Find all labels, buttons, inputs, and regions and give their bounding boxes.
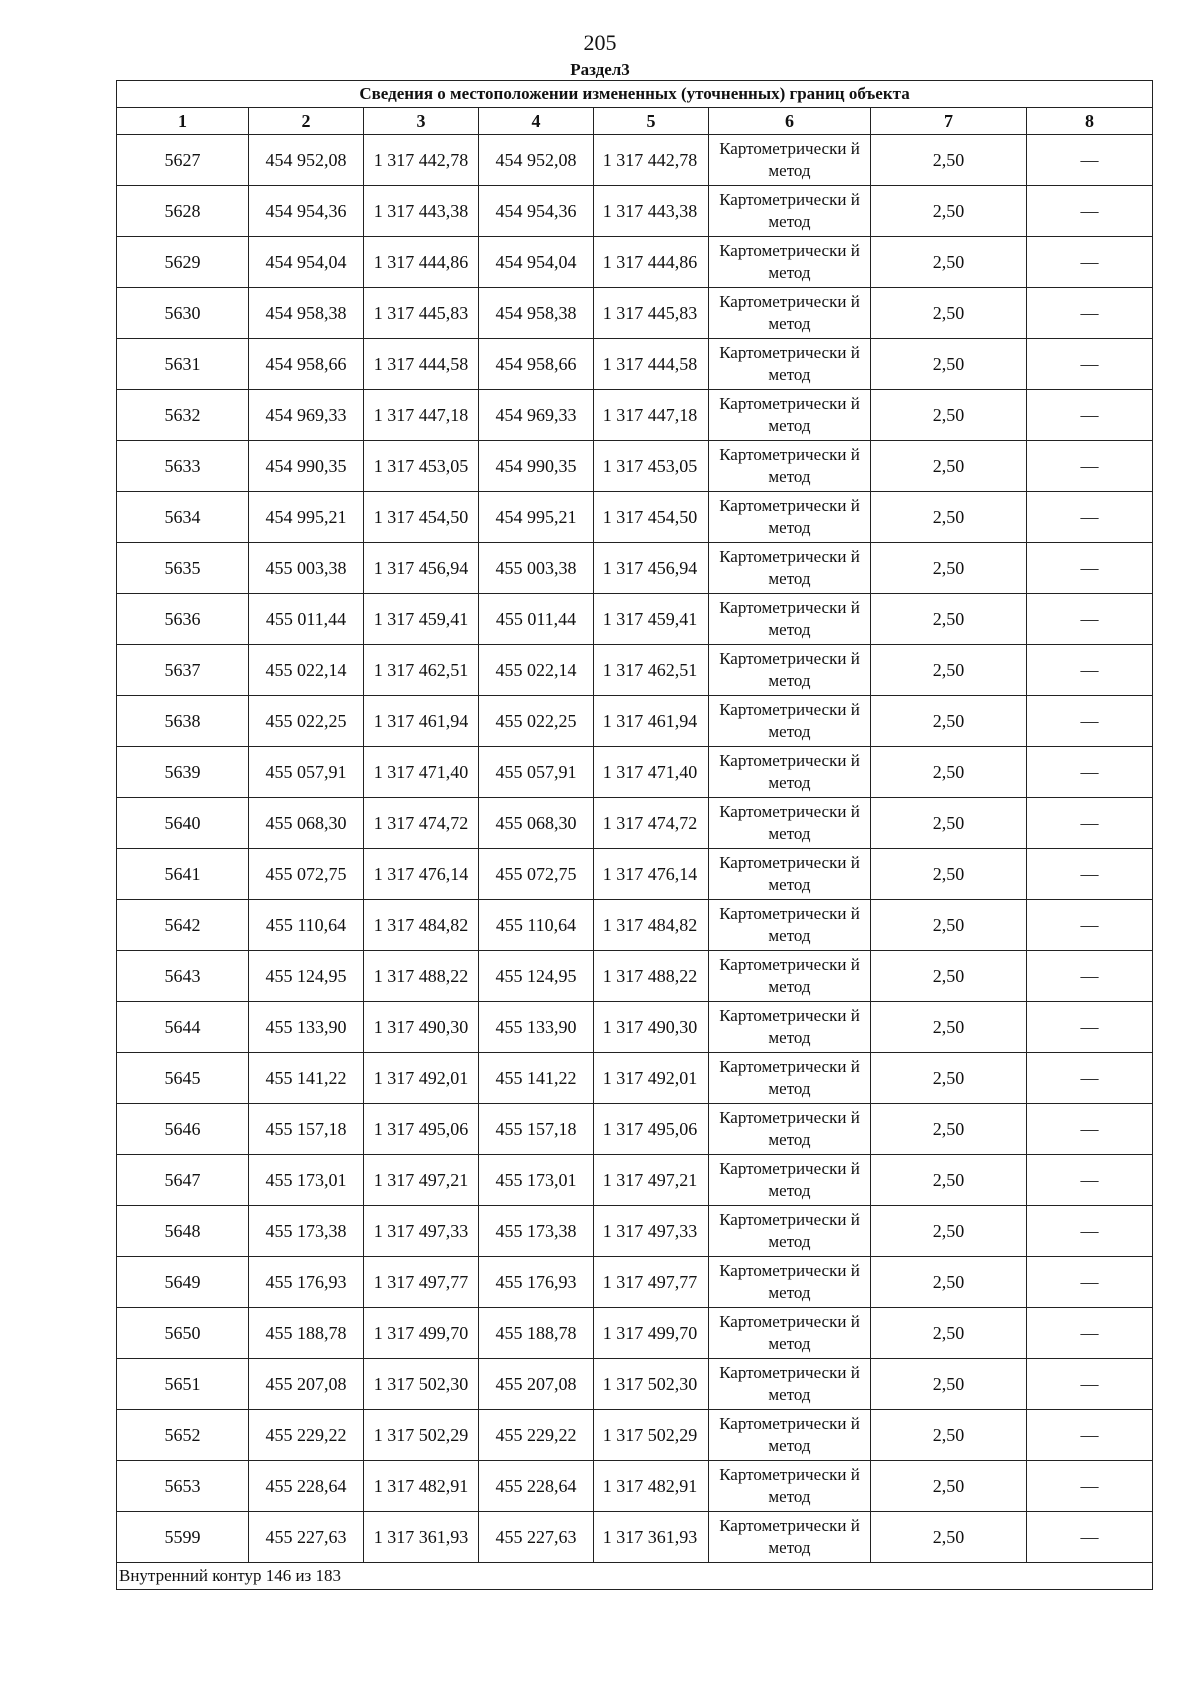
table-row: [117, 1410, 1153, 1461]
cell-point-number: 5627: [117, 135, 249, 186]
cell-y-existing: 1 317 454,50: [364, 492, 479, 543]
cell-x-existing: 455 173,01: [249, 1155, 364, 1206]
table-row: [117, 1308, 1153, 1359]
cell-y-new: 1 317 444,58: [594, 339, 709, 390]
cell-point-number: 5651: [117, 1359, 249, 1410]
cell-point-number: 5650: [117, 1308, 249, 1359]
cell-y-existing: 1 317 474,72: [364, 798, 479, 849]
cell-y-existing: 1 317 443,38: [364, 186, 479, 237]
cell-y-new: 1 317 471,40: [594, 747, 709, 798]
cell-y-existing: 1 317 453,05: [364, 441, 479, 492]
cell-x-new: 455 228,64: [479, 1461, 594, 1512]
table-row: [117, 186, 1153, 237]
cell-y-existing: 1 317 445,83: [364, 288, 479, 339]
cell-description: —: [1027, 1206, 1153, 1257]
cell-point-number: 5635: [117, 543, 249, 594]
cell-accuracy: 2,50: [871, 696, 1027, 747]
cell-accuracy: 2,50: [871, 237, 1027, 288]
cell-description: —: [1027, 1053, 1153, 1104]
cell-point-number: 5644: [117, 1002, 249, 1053]
cell-x-new: 455 188,78: [479, 1308, 594, 1359]
cell-method: Картометрически й метод: [709, 441, 871, 492]
cell-x-new: 455 227,63: [479, 1512, 594, 1563]
cell-point-number: 5649: [117, 1257, 249, 1308]
cell-y-new: 1 317 462,51: [594, 645, 709, 696]
cell-x-new: 455 207,08: [479, 1359, 594, 1410]
column-header-4: 4: [479, 108, 594, 135]
cell-y-new: 1 317 488,22: [594, 951, 709, 1002]
cell-y-new: 1 317 484,82: [594, 900, 709, 951]
cell-method: Картометрически й метод: [709, 594, 871, 645]
cell-point-number: 5643: [117, 951, 249, 1002]
table-caption: Сведения о местоположении измененных (уточненных) границ объекта: [117, 81, 1153, 108]
cell-y-new: 1 317 453,05: [594, 441, 709, 492]
table-row: [117, 237, 1153, 288]
cell-point-number: 5647: [117, 1155, 249, 1206]
cell-y-existing: 1 317 497,77: [364, 1257, 479, 1308]
cell-x-new: 454 954,04: [479, 237, 594, 288]
cell-y-new: 1 317 497,21: [594, 1155, 709, 1206]
cell-description: —: [1027, 1461, 1153, 1512]
cell-y-existing: 1 317 490,30: [364, 1002, 479, 1053]
cell-y-new: 1 317 444,86: [594, 237, 709, 288]
cell-accuracy: 2,50: [871, 543, 1027, 594]
cell-x-new: 454 990,35: [479, 441, 594, 492]
cell-method: Картометрически й метод: [709, 135, 871, 186]
cell-x-new: 454 954,36: [479, 186, 594, 237]
column-header-8: 8: [1027, 108, 1153, 135]
cell-description: —: [1027, 186, 1153, 237]
cell-accuracy: 2,50: [871, 288, 1027, 339]
cell-y-existing: 1 317 495,06: [364, 1104, 479, 1155]
cell-y-new: 1 317 499,70: [594, 1308, 709, 1359]
cell-method: Картометрически й метод: [709, 339, 871, 390]
cell-x-existing: 455 022,25: [249, 696, 364, 747]
cell-point-number: 5632: [117, 390, 249, 441]
cell-accuracy: 2,50: [871, 1257, 1027, 1308]
cell-description: —: [1027, 951, 1153, 1002]
cell-description: —: [1027, 1002, 1153, 1053]
cell-description: —: [1027, 594, 1153, 645]
table-row: [117, 1002, 1153, 1053]
cell-description: —: [1027, 1308, 1153, 1359]
column-header-6: 6: [709, 108, 871, 135]
cell-x-existing: 454 995,21: [249, 492, 364, 543]
cell-x-existing: 454 954,04: [249, 237, 364, 288]
cell-accuracy: 2,50: [871, 1053, 1027, 1104]
cell-x-existing: 455 110,64: [249, 900, 364, 951]
cell-y-new: 1 317 502,30: [594, 1359, 709, 1410]
cell-x-new: 455 229,22: [479, 1410, 594, 1461]
cell-x-existing: 454 952,08: [249, 135, 364, 186]
cell-x-new: 454 952,08: [479, 135, 594, 186]
table-row: [117, 1461, 1153, 1512]
cell-x-existing: 454 969,33: [249, 390, 364, 441]
cell-x-existing: 455 207,08: [249, 1359, 364, 1410]
cell-description: —: [1027, 1410, 1153, 1461]
cell-point-number: 5599: [117, 1512, 249, 1563]
cell-x-existing: 454 958,66: [249, 339, 364, 390]
column-header-3: 3: [364, 108, 479, 135]
cell-method: Картометрически й метод: [709, 1512, 871, 1563]
column-header-1: 1: [117, 108, 249, 135]
cell-method: Картометрически й метод: [709, 543, 871, 594]
cell-x-existing: 455 157,18: [249, 1104, 364, 1155]
cell-x-new: 455 141,22: [479, 1053, 594, 1104]
cell-y-new: 1 317 454,50: [594, 492, 709, 543]
cell-accuracy: 2,50: [871, 1308, 1027, 1359]
cell-x-existing: 455 022,14: [249, 645, 364, 696]
cell-point-number: 5652: [117, 1410, 249, 1461]
cell-method: Картометрически й метод: [709, 645, 871, 696]
cell-description: —: [1027, 1257, 1153, 1308]
cell-y-existing: 1 317 482,91: [364, 1461, 479, 1512]
column-header-5: 5: [594, 108, 709, 135]
cell-accuracy: 2,50: [871, 390, 1027, 441]
cell-x-existing: 455 176,93: [249, 1257, 364, 1308]
cell-x-new: 455 003,38: [479, 543, 594, 594]
cell-y-new: 1 317 474,72: [594, 798, 709, 849]
cell-method: Картометрически й метод: [709, 1104, 871, 1155]
cell-method: Картометрически й метод: [709, 849, 871, 900]
table-row: [117, 1512, 1153, 1563]
cell-method: Картометрически й метод: [709, 186, 871, 237]
cell-y-existing: 1 317 499,70: [364, 1308, 479, 1359]
cell-y-existing: 1 317 484,82: [364, 900, 479, 951]
cell-accuracy: 2,50: [871, 1410, 1027, 1461]
cell-x-existing: 455 057,91: [249, 747, 364, 798]
cell-y-existing: 1 317 444,58: [364, 339, 479, 390]
cell-y-existing: 1 317 442,78: [364, 135, 479, 186]
cell-point-number: 5653: [117, 1461, 249, 1512]
cell-method: Картометрически й метод: [709, 1002, 871, 1053]
table-row: [117, 441, 1153, 492]
cell-y-existing: 1 317 497,33: [364, 1206, 479, 1257]
cell-accuracy: 2,50: [871, 645, 1027, 696]
cell-x-new: 455 022,25: [479, 696, 594, 747]
cell-point-number: 5636: [117, 594, 249, 645]
cell-x-new: 455 157,18: [479, 1104, 594, 1155]
cell-description: —: [1027, 798, 1153, 849]
cell-description: —: [1027, 543, 1153, 594]
cell-y-existing: 1 317 476,14: [364, 849, 479, 900]
cell-y-existing: 1 317 488,22: [364, 951, 479, 1002]
cell-accuracy: 2,50: [871, 747, 1027, 798]
cell-accuracy: 2,50: [871, 900, 1027, 951]
cell-accuracy: 2,50: [871, 1359, 1027, 1410]
cell-x-existing: 454 958,38: [249, 288, 364, 339]
cell-y-existing: 1 317 502,29: [364, 1410, 479, 1461]
table-footer-row: [117, 1563, 1153, 1590]
cell-y-new: 1 317 476,14: [594, 849, 709, 900]
cell-x-new: 454 958,38: [479, 288, 594, 339]
cell-x-new: 454 958,66: [479, 339, 594, 390]
cell-method: Картометрически й метод: [709, 1308, 871, 1359]
cell-point-number: 5637: [117, 645, 249, 696]
cell-x-new: 455 068,30: [479, 798, 594, 849]
cell-x-new: 455 173,01: [479, 1155, 594, 1206]
cell-description: —: [1027, 441, 1153, 492]
cell-description: —: [1027, 849, 1153, 900]
cell-x-new: 455 022,14: [479, 645, 594, 696]
cell-x-existing: 454 954,36: [249, 186, 364, 237]
cell-point-number: 5630: [117, 288, 249, 339]
cell-y-existing: 1 317 447,18: [364, 390, 479, 441]
coordinates-table: [116, 80, 1153, 1590]
cell-y-new: 1 317 495,06: [594, 1104, 709, 1155]
cell-accuracy: 2,50: [871, 492, 1027, 543]
cell-method: Картометрически й метод: [709, 951, 871, 1002]
cell-y-existing: 1 317 461,94: [364, 696, 479, 747]
column-header-2: 2: [249, 108, 364, 135]
cell-point-number: 5634: [117, 492, 249, 543]
cell-method: Картометрически й метод: [709, 1410, 871, 1461]
cell-accuracy: 2,50: [871, 1512, 1027, 1563]
cell-accuracy: 2,50: [871, 339, 1027, 390]
table-header-row: [117, 108, 1153, 135]
cell-y-existing: 1 317 502,30: [364, 1359, 479, 1410]
cell-x-existing: 455 188,78: [249, 1308, 364, 1359]
table-caption-row: [117, 81, 1153, 108]
cell-point-number: 5642: [117, 900, 249, 951]
table-row: [117, 798, 1153, 849]
cell-description: —: [1027, 1512, 1153, 1563]
cell-method: Картометрически й метод: [709, 1461, 871, 1512]
cell-y-new: 1 317 447,18: [594, 390, 709, 441]
cell-y-new: 1 317 492,01: [594, 1053, 709, 1104]
cell-description: —: [1027, 390, 1153, 441]
column-header-7: 7: [871, 108, 1027, 135]
cell-y-existing: 1 317 456,94: [364, 543, 479, 594]
cell-point-number: 5639: [117, 747, 249, 798]
cell-description: —: [1027, 900, 1153, 951]
cell-point-number: 5629: [117, 237, 249, 288]
cell-point-number: 5641: [117, 849, 249, 900]
table-row: [117, 492, 1153, 543]
table-row: [117, 1104, 1153, 1155]
table-row: [117, 747, 1153, 798]
cell-y-new: 1 317 456,94: [594, 543, 709, 594]
cell-y-new: 1 317 461,94: [594, 696, 709, 747]
cell-x-existing: 455 011,44: [249, 594, 364, 645]
cell-x-new: 455 072,75: [479, 849, 594, 900]
cell-y-new: 1 317 361,93: [594, 1512, 709, 1563]
table-row: [117, 951, 1153, 1002]
cell-y-new: 1 317 442,78: [594, 135, 709, 186]
cell-method: Картометрически й метод: [709, 1257, 871, 1308]
table-row: [117, 543, 1153, 594]
table-row: [117, 849, 1153, 900]
cell-x-existing: 455 072,75: [249, 849, 364, 900]
contour-note: Внутренний контур 146 из 183: [117, 1563, 1153, 1590]
cell-x-new: 455 173,38: [479, 1206, 594, 1257]
cell-x-existing: 455 227,63: [249, 1512, 364, 1563]
table-row: [117, 900, 1153, 951]
cell-method: Картометрически й метод: [709, 390, 871, 441]
section-title: Раздел3: [570, 60, 630, 79]
cell-point-number: 5633: [117, 441, 249, 492]
cell-description: —: [1027, 747, 1153, 798]
cell-x-new: 455 176,93: [479, 1257, 594, 1308]
cell-x-new: 455 110,64: [479, 900, 594, 951]
cell-method: Картометрически й метод: [709, 1155, 871, 1206]
cell-point-number: 5628: [117, 186, 249, 237]
cell-description: —: [1027, 288, 1153, 339]
cell-x-existing: 455 228,64: [249, 1461, 364, 1512]
cell-x-existing: 455 229,22: [249, 1410, 364, 1461]
cell-x-existing: 455 173,38: [249, 1206, 364, 1257]
cell-method: Картометрически й метод: [709, 1206, 871, 1257]
cell-description: —: [1027, 1155, 1153, 1206]
table-row: [117, 1053, 1153, 1104]
table-row: [117, 390, 1153, 441]
cell-point-number: 5645: [117, 1053, 249, 1104]
cell-x-existing: 455 133,90: [249, 1002, 364, 1053]
cell-x-new: 455 133,90: [479, 1002, 594, 1053]
cell-y-new: 1 317 490,30: [594, 1002, 709, 1053]
cell-description: —: [1027, 1359, 1153, 1410]
cell-x-existing: 455 003,38: [249, 543, 364, 594]
cell-description: —: [1027, 645, 1153, 696]
cell-x-existing: 455 141,22: [249, 1053, 364, 1104]
cell-accuracy: 2,50: [871, 1104, 1027, 1155]
cell-description: —: [1027, 696, 1153, 747]
cell-accuracy: 2,50: [871, 441, 1027, 492]
cell-y-existing: 1 317 361,93: [364, 1512, 479, 1563]
page-number: 205: [583, 30, 617, 55]
table-row: [117, 135, 1153, 186]
table-row: [117, 1206, 1153, 1257]
cell-y-new: 1 317 497,77: [594, 1257, 709, 1308]
cell-description: —: [1027, 492, 1153, 543]
cell-y-existing: 1 317 497,21: [364, 1155, 479, 1206]
cell-x-new: 454 969,33: [479, 390, 594, 441]
cell-x-existing: 455 068,30: [249, 798, 364, 849]
cell-x-new: 454 995,21: [479, 492, 594, 543]
cell-y-existing: 1 317 471,40: [364, 747, 479, 798]
cell-method: Картометрически й метод: [709, 1359, 871, 1410]
cell-description: —: [1027, 339, 1153, 390]
cell-y-new: 1 317 497,33: [594, 1206, 709, 1257]
table-row: [117, 288, 1153, 339]
cell-x-existing: 455 124,95: [249, 951, 364, 1002]
cell-method: Картометрически й метод: [709, 798, 871, 849]
cell-point-number: 5631: [117, 339, 249, 390]
cell-accuracy: 2,50: [871, 594, 1027, 645]
cell-method: Картометрически й метод: [709, 288, 871, 339]
cell-x-new: 455 011,44: [479, 594, 594, 645]
cell-x-new: 455 124,95: [479, 951, 594, 1002]
cell-method: Картометрически й метод: [709, 747, 871, 798]
cell-accuracy: 2,50: [871, 849, 1027, 900]
cell-accuracy: 2,50: [871, 186, 1027, 237]
cell-y-existing: 1 317 459,41: [364, 594, 479, 645]
cell-accuracy: 2,50: [871, 1002, 1027, 1053]
cell-description: —: [1027, 237, 1153, 288]
cell-method: Картометрически й метод: [709, 492, 871, 543]
table-row: [117, 1359, 1153, 1410]
table-row: [117, 594, 1153, 645]
table-row: [117, 696, 1153, 747]
table-row: [117, 339, 1153, 390]
cell-y-existing: 1 317 492,01: [364, 1053, 479, 1104]
cell-accuracy: 2,50: [871, 135, 1027, 186]
cell-point-number: 5638: [117, 696, 249, 747]
cell-description: —: [1027, 1104, 1153, 1155]
cell-method: Картометрически й метод: [709, 900, 871, 951]
table-row: [117, 1155, 1153, 1206]
table-row: [117, 645, 1153, 696]
cell-accuracy: 2,50: [871, 798, 1027, 849]
cell-y-new: 1 317 445,83: [594, 288, 709, 339]
cell-accuracy: 2,50: [871, 1206, 1027, 1257]
cell-point-number: 5646: [117, 1104, 249, 1155]
cell-point-number: 5640: [117, 798, 249, 849]
cell-method: Картометрически й метод: [709, 237, 871, 288]
cell-accuracy: 2,50: [871, 1461, 1027, 1512]
cell-y-new: 1 317 443,38: [594, 186, 709, 237]
table-row: [117, 1257, 1153, 1308]
cell-description: —: [1027, 135, 1153, 186]
cell-point-number: 5648: [117, 1206, 249, 1257]
cell-method: Картометрически й метод: [709, 696, 871, 747]
cell-x-new: 455 057,91: [479, 747, 594, 798]
cell-y-new: 1 317 459,41: [594, 594, 709, 645]
cell-accuracy: 2,50: [871, 1155, 1027, 1206]
cell-accuracy: 2,50: [871, 951, 1027, 1002]
cell-y-new: 1 317 502,29: [594, 1410, 709, 1461]
cell-method: Картометрически й метод: [709, 1053, 871, 1104]
cell-y-existing: 1 317 444,86: [364, 237, 479, 288]
cell-y-new: 1 317 482,91: [594, 1461, 709, 1512]
cell-x-existing: 454 990,35: [249, 441, 364, 492]
cell-y-existing: 1 317 462,51: [364, 645, 479, 696]
